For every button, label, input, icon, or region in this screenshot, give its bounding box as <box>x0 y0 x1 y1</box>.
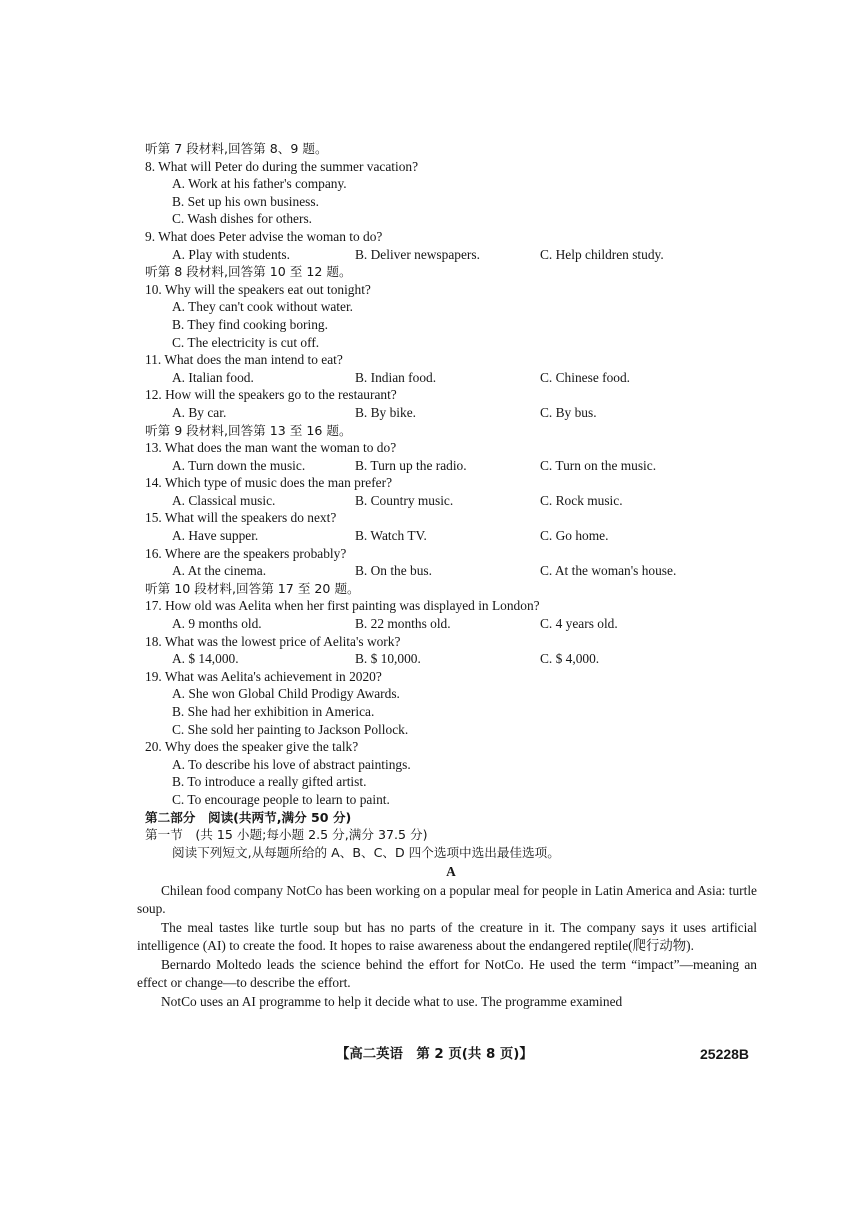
option-text: C. She sold her painting to Jackson Pollock. <box>172 721 409 737</box>
question-text: 8. What will Peter do during the summer vacation? <box>145 158 419 174</box>
option-text: A. To describe his love of abstract paintings. <box>172 756 411 772</box>
option-text: C. At the woman's house. <box>540 563 677 579</box>
option-text: C. Turn on the music. <box>540 457 657 473</box>
question-text: 15. What will the speakers do next? <box>145 510 337 526</box>
option-text: A. At the cinema. <box>172 563 267 579</box>
question-text: 17. How old was Aelita when her first painting was displayed in London? <box>145 598 540 614</box>
option-text: A. Classical music. <box>172 492 276 508</box>
option-text: A. She won Global Child Prodigy Awards. <box>172 686 400 702</box>
options-row <box>145 369 757 387</box>
option-text: B. Indian food. <box>355 369 437 385</box>
exam-content <box>137 140 757 1011</box>
option-text: C. To encourage people to learn to paint. <box>172 791 390 807</box>
question-text: 18. What was the lowest price of Aelita's work? <box>145 633 401 649</box>
option-text: B. On the bus. <box>355 563 432 579</box>
options-row <box>145 404 757 422</box>
section-heading: 听第 7 段材料,回答第 8、9 题。 <box>145 141 328 156</box>
option-text: B. Country music. <box>355 492 454 508</box>
passage-title: A <box>446 864 456 880</box>
question-text: 19. What was Aelita's achievement in 2020? <box>145 668 382 684</box>
question-text: 10. Why will the speakers eat out tonight? <box>145 281 371 297</box>
option-text: B. Set up his own business. <box>172 193 319 209</box>
options-row <box>145 246 757 264</box>
option-text: C. 4 years old. <box>540 616 618 632</box>
option-text: C. By bus. <box>540 404 597 420</box>
option-text: B. She had her exhibition in America. <box>172 704 375 719</box>
option-text: C. $ 4,000. <box>540 651 600 667</box>
footer-page-info: 【高二英语 第 2 页(共 8 页)】 <box>336 1047 533 1062</box>
options-row <box>145 615 757 633</box>
section-heading: 听第 8 段材料,回答第 10 至 12 题。 <box>145 264 352 280</box>
passage-paragraph: Chilean food company NotCo has been working on a popular meal for people in Latin America and Asia: turtle soup. <box>137 882 757 916</box>
part-heading: 第二部分 阅读(共两节,满分 50 分) <box>145 809 352 825</box>
instructions-text: 阅读下列短文,从每题所给的 A、B、C、D 四个选项中选出最佳选项。 <box>172 844 560 860</box>
question-text: 20. Why does the speaker give the talk? <box>145 739 359 755</box>
option-text: C. Help children study. <box>540 246 664 262</box>
question-text: 14. Which type of music does the man prefer? <box>145 475 393 491</box>
option-text: B. Turn up the radio. <box>355 457 467 473</box>
section-heading: 听第 9 段材料,回答第 13 至 16 题。 <box>145 422 352 438</box>
options-row <box>145 527 757 545</box>
option-text: A. Have supper. <box>172 528 259 544</box>
question-text: 16. Where are the speakers probably? <box>145 545 347 561</box>
option-text: C. Chinese food. <box>540 369 631 385</box>
option-text: C. Wash dishes for others. <box>172 211 313 227</box>
option-text: C. Go home. <box>540 528 609 544</box>
option-text: B. 22 months old. <box>355 616 451 632</box>
passage-paragraph: Bernardo Moltedo leads the science behind the effort for NotCo. He used the term “impact”—meaning an effect or change—to describe the effort. <box>137 956 757 990</box>
section-heading: 第一节 (共 15 小题;每小题 2.5 分,满分 37.5 分) <box>145 827 428 843</box>
options-row <box>145 650 757 668</box>
option-text: A. Work at his father's company. <box>172 176 347 192</box>
option-text: A. Play with students. <box>172 246 290 262</box>
option-text: A. By car. <box>172 404 227 420</box>
option-text: B. Watch TV. <box>355 528 427 544</box>
option-text: A. 9 months old. <box>172 616 262 632</box>
option-text: C. The electricity is cut off. <box>172 334 320 350</box>
option-text: A. They can't cook without water. <box>172 299 354 315</box>
question-text: 12. How will the speakers go to the restaurant? <box>145 387 397 403</box>
option-text: B. Deliver newspapers. <box>355 246 480 262</box>
options-row <box>145 492 757 510</box>
section-heading: 听第 10 段材料,回答第 17 至 20 题。 <box>145 580 360 596</box>
options-row <box>145 562 757 580</box>
options-row <box>145 457 757 475</box>
footer-paper-code: 25228B <box>700 1046 750 1062</box>
question-text: 13. What does the man want the woman to do? <box>145 440 397 456</box>
option-text: A. $ 14,000. <box>172 651 239 667</box>
option-text: A. Italian food. <box>172 369 254 385</box>
option-text: B. By bike. <box>355 404 417 420</box>
option-text: B. $ 10,000. <box>355 651 421 667</box>
option-text: A. Turn down the music. <box>172 457 306 473</box>
passage-paragraph: NotCo uses an AI programme to help it decide what to use. The programme examined <box>161 993 623 1009</box>
option-text: C. Rock music. <box>540 492 623 508</box>
question-text: 11. What does the man intend to eat? <box>145 352 343 368</box>
option-text: B. To introduce a really gifted artist. <box>172 774 367 790</box>
option-text: B. They find cooking boring. <box>172 316 328 332</box>
question-text: 9. What does Peter advise the woman to do? <box>145 228 383 244</box>
passage-paragraph: The meal tastes like turtle soup but has no parts of the creature in it. The company says it uses artificial intelligence (AI) to create the food. It hopes to raise awareness about the endangered reptile(爬行动物). <box>137 919 757 953</box>
